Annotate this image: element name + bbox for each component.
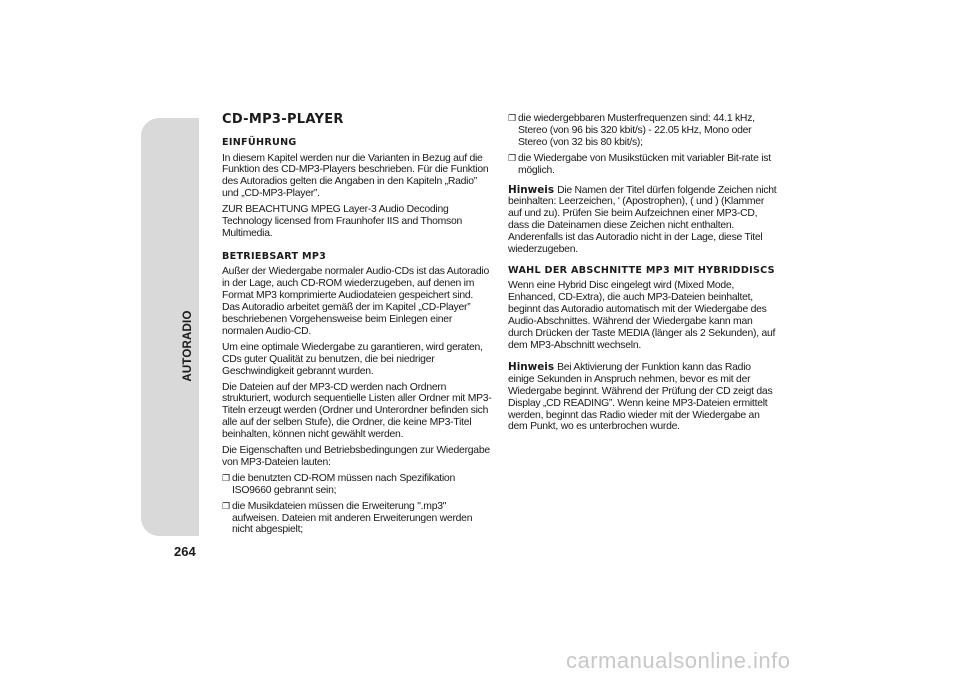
- note-label: Hinweis: [508, 183, 555, 196]
- page-title: CD-MP3-PLAYER: [222, 112, 344, 127]
- mode-heading: BETRIEBSART MP3: [222, 250, 327, 262]
- hybrid-paragraph: Wenn eine Hybrid Disc eingelegt wird (Mixed Mode, Enhanced, CD-Extra), die auch MP3-Dateien beinhaltet, beginnt das Autoradio automatisch mit der Wiedergabe des Audio-Abschnittes. Während der Wiedergabe kann man durch Drücken der Taste MEDIA (länger als 2 Sekunden), auf dem MP3-Abschnitt wechseln.: [508, 280, 776, 351]
- intro-paragraph: In diesem Kapitel werden nur die Varianten in Bezug auf die Funktion des CD-MP3-Players beschrieben. Für die Funktion des Autoradios gelten die Angaben in den Kapiteln „Radio” und „CD-MP3-Player”.: [222, 152, 489, 200]
- note-paragraph: Hinweis Die Namen der Titel dürfen folgende Zeichen nicht beinhalten: Leerzeichen, ' (Apostrophen), ( und ) (Klammer auf und zu). Prüfen Sie beim Aufzeichnen einer MP3-CD, dass die Dateinamen diese Zeichen nicht enthalten. Anderenfalls ist das Autoradio nicht in der Lage, diese Titel wiederzugeben.: [508, 183, 777, 256]
- hybrid-heading: WAHL DER ABSCHNITTE MP3 MIT HYBRIDDISCS: [508, 264, 775, 276]
- watermark: carmanualsonline.info: [566, 648, 791, 673]
- section-label: AUTORADIO: [182, 310, 194, 382]
- list-item: ❐ die wiedergebbaren Musterfrequenzen sind: 44.1 kHz, Stereo (von 96 bis 320 kbit/s) - 22.05 kHz, Mono oder Stereo (von 32 bis 80 kbit/s);: [508, 113, 755, 148]
- page-number: 264: [174, 544, 196, 559]
- checkbox-bullet-icon: ❐: [222, 500, 230, 511]
- license-paragraph: ZUR BEACHTUNG MPEG Layer-3 Audio Decoding Technology licensed from Fraunhofer IIS and Thomson Multimedia.: [222, 204, 463, 239]
- intro-heading: EINFÜHRUNG: [222, 137, 297, 148]
- checkbox-bullet-icon: ❐: [222, 472, 230, 483]
- note-paragraph: Hinweis Bei Aktivierung der Funktion kann das Radio einige Sekunden in Anspruch nehmen, bevor es mit der Wiedergabe beginnt. Während der Prüfung der CD zeigt das Display „CD READING”. Wenn keine MP3-Dateien ermittelt werden, beginnt das Radio wieder mit der Wiedergabe an dem Punkt, wo es unterbrochen wurde.: [508, 360, 773, 433]
- list-item: ❐ die benutzten CD-ROM müssen nach Spezifikation ISO9660 gebrannt sein;: [222, 472, 455, 496]
- list-item: ❐ die Wiedergabe von Musikstücken mit variabler Bit-rate ist möglich.: [508, 152, 771, 176]
- mode-paragraph: Die Dateien auf der MP3-CD werden nach Ordnern strukturiert, wodurch sequentielle Listen aller Ordner mit MP3-Titeln erzeugt werden (Ordner und Unterordner befinden sich alle auf der selben Stufe), die Ordner, die keine MP3-Titel beinhalten, können nicht gewählt werden.: [222, 381, 492, 441]
- list-item: ❐ die Musikdateien müssen die Erweiterung ".mp3" aufweisen. Dateien mit anderen Erweiterungen werden nicht abgespielt;: [222, 500, 473, 536]
- checkbox-bullet-icon: ❐: [508, 152, 516, 163]
- mode-paragraph: Um eine optimale Wiedergabe zu garantieren, wird geraten, CDs guter Qualität zu benutzen, die bei niedriger Geschwindigkeit gebrannt wurden.: [222, 341, 483, 377]
- right-column: [508, 113, 778, 437]
- mode-paragraph: Die Eigenschaften und Betriebsbedingungen zur Wiedergabe von MP3-Dateien lauten:: [222, 445, 490, 468]
- mode-paragraph: Außer der Wiedergabe normaler Audio-CDs ist das Autoradio in der Lage, auch CD-ROM wiederzugeben, auf denen im Format MP3 komprimierte Audiodateien gespeichert sind. Das Autoradio arbeitet gemäß der im Kapitel „CD-Player” beschriebenen Vorgehensweise beim Einlegen einer normalen Audio-CD.: [222, 266, 490, 337]
- left-column: [222, 112, 492, 540]
- checkbox-bullet-icon: ❐: [508, 113, 516, 123]
- note-label: Hinweis: [508, 360, 555, 373]
